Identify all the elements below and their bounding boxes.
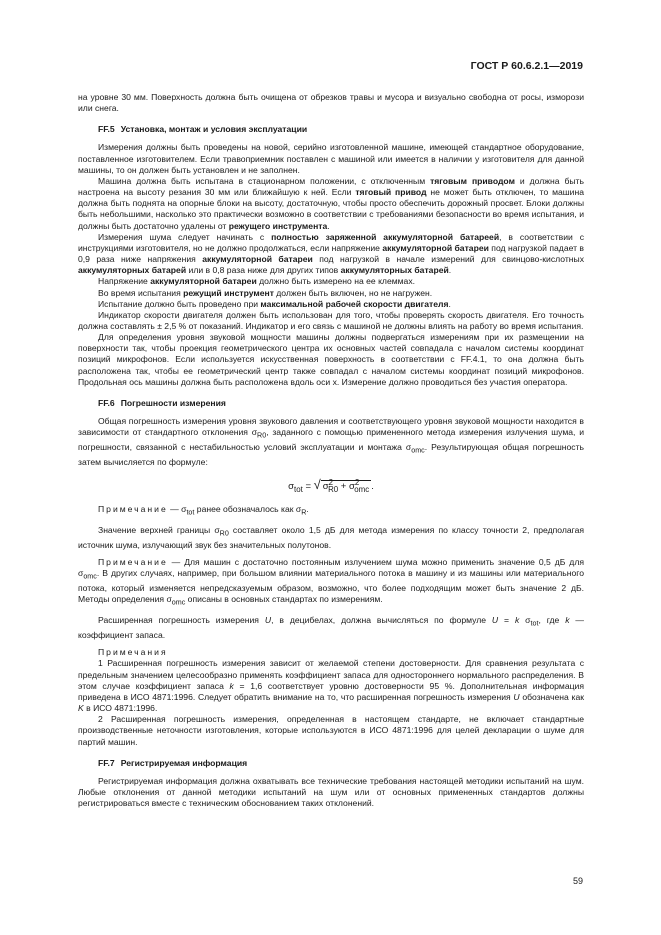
section-title: Погрешности измерения [120,397,226,408]
section-number: FF.7 [98,757,115,768]
formula-total-uncertainty: $\sigma_{tot}$ = √ $\sigma^2_{R0} + \sigma^2_{omc}$ . [288,477,374,495]
paragraph: Для определения уровня звуковой мощности машины должны подвергаться измерениям при их размещении на поверхности так, чтобы проекция геометрического центра их основных частей совпадала с началом системы координат позиций микрофонов. Если используется искусственная поверхность в соответствии с FF.4.1, то она должна быть расположена так, чтобы ее геометрический центр также совпадал с началом системы координат позиций микрофонов. Продольная ось машины должна быть расположена вдоль оси x. Измерение должно проводиться без участия оператора. [78,332,584,387]
section-heading-ff5 [98,124,584,135]
section-heading-ff7 [98,758,584,769]
paragraph-continued: на уровне 30 мм. Поверхность должна быть очищена от обрезков травы и мусора и визуально свободна от росы, изморози или снега. [78,92,584,114]
paragraph: Машина должна быть испытана в стационарном положении, с отключенным тяговым приводом и должна быть настроена на высоту резания 30 мм или ближайшую к ней. Если тяговый привод не может быть отключен, то машина должна быть поднята на опорные блоки на высоту, достаточную, чтобы просто обеспечить дорожный просвет. Блоки должны быть небольшими, насколько это практически возможно в соответствии с требованиями безопасности во время испытания, и должны быть достаточно удалены от режущего инструмента. [78,175,584,231]
paragraph: Регистрируемая информация должна охватывать все технические требования настоящей методики испытаний на шум. Любые отклонения от данной методики испытаний на шум или от основных примененных стандартов должны регистрироваться вместе с техническим обоснованием таких отклонений. [78,775,584,809]
note-item-1: 1 Расширенная погрешность измерения зависит от желаемой степени достоверности. Для сравнения результата с предельным значением целесообразно применять коэффициент запаса для одностороннего нормального распределения. В этом случае коэффициент запаса k = 1,6 соответствует уровню достоверности 95 %. Дополнительная информация приведена в ИСО 4871:1996. Следует обратить внимание на то, что расширенная погрешность измерения U обозначена как K в ИСО 4871:1996. [78,658,584,714]
paragraph: Во время испытания режущий инструмент должен быть включен, но не нагружен. [98,287,433,298]
standard-header: ГОСТ Р 60.6.2.1—2019 [470,60,583,72]
note: Примечание — Для машин с достаточно постоянным излучением шума можно применить значение 0,5 дБ для $\sigma_{omc}$. В других случаях, например, при большом влиянии материального потока в машину и из машины или материального потока, который изменяется непредсказуемым образом, возможно, что более подходящим может быть значение 2 дБ. Методы определения $\sigma_{omc}$ описаны в основных стандартах по измерениям. [78,557,584,608]
paragraph: Испытание должно быть проведено при максимальной рабочей скорости двигателя. [98,298,451,309]
page-content [78,92,584,809]
paragraph: Измерения шума следует начинать с полностью заряженной аккумуляторной батареей, в соответствии с инструкциями изготовителя, но не должно продолжаться, если напряжение аккумуляторной батареи под нагрузкой падает в 0,9 раза ниже напряжения аккумуляторной батареи под нагрузкой в начале измерений для свинцово-кислотных аккумуляторных батарей или в 0,8 раза ниже для других типов аккумуляторных батарей. [78,231,585,276]
section-title: Регистрируемая информация [120,757,248,768]
note-item-2: 2 Расширенная погрешность измерения, определенная в настоящем стандарте, не включает стандартные производственные неточности изготовления, которые используются в ИСО 4871:1996 для целей декларации о шуме для партий машин. [78,714,584,747]
section-number: FF.5 [98,124,115,135]
section-title: Установка, монтаж и условия эксплуатации [120,124,308,135]
notes-label: Примечания [98,647,168,658]
paragraph: Индикатор скорости двигателя должен быть использован для того, чтобы проверять скорость двигателя. Его точность должна составлять ± 2,5 % от показаний. Индикатор и его связь с машиной не должны влиять на работу во время испытания. [78,309,584,331]
paragraph: Расширенная погрешность измерения U, в децибелах, должна вычисляться по формуле U = k $\sigma_{tot}$, где k — коэффициент запаса. [78,615,585,641]
note: Примечание — $\sigma_{tot}$ ранее обозначалось как $\sigma_R$. [98,504,309,518]
paragraph: Измерения должны быть проведены на новой, серийно изготовленной машине, имеющей стандартное оборудование, поставленное изготовителем. Если травоприемник поставлен с машиной или имеется в наличии у изготовителя для данной машины, то он должен быть установлен и не заполнен. [78,142,584,175]
paragraph: Общая погрешность измерения уровня звукового давления и соответствующего уровня звуковой мощности находится в зависимости от стандартного отклонения $\sigma_{R0}$, заданного с помощью примененного метода измерения излучения шума, и погрешности, связанной с нестабильностью условий эксплуатации и монтажа $\sigma_{omc}$. Результирующая общая погрешность затем вычисляется по формуле: [78,416,585,467]
page-number: 59 [572,876,583,886]
paragraph: Напряжение аккумуляторной батареи должно быть измерено на ее клеммах. [98,276,416,287]
section-heading-ff6 [98,398,584,409]
paragraph: Значение верхней границы $\sigma_{R0}$ составляет около 1,5 дБ для метода измерения по классу точности 2, предполагая источник шума, излучающий звук без значительных полутонов. [78,525,585,551]
section-number: FF.6 [98,397,115,408]
sqrt-symbol: √ [313,477,321,493]
